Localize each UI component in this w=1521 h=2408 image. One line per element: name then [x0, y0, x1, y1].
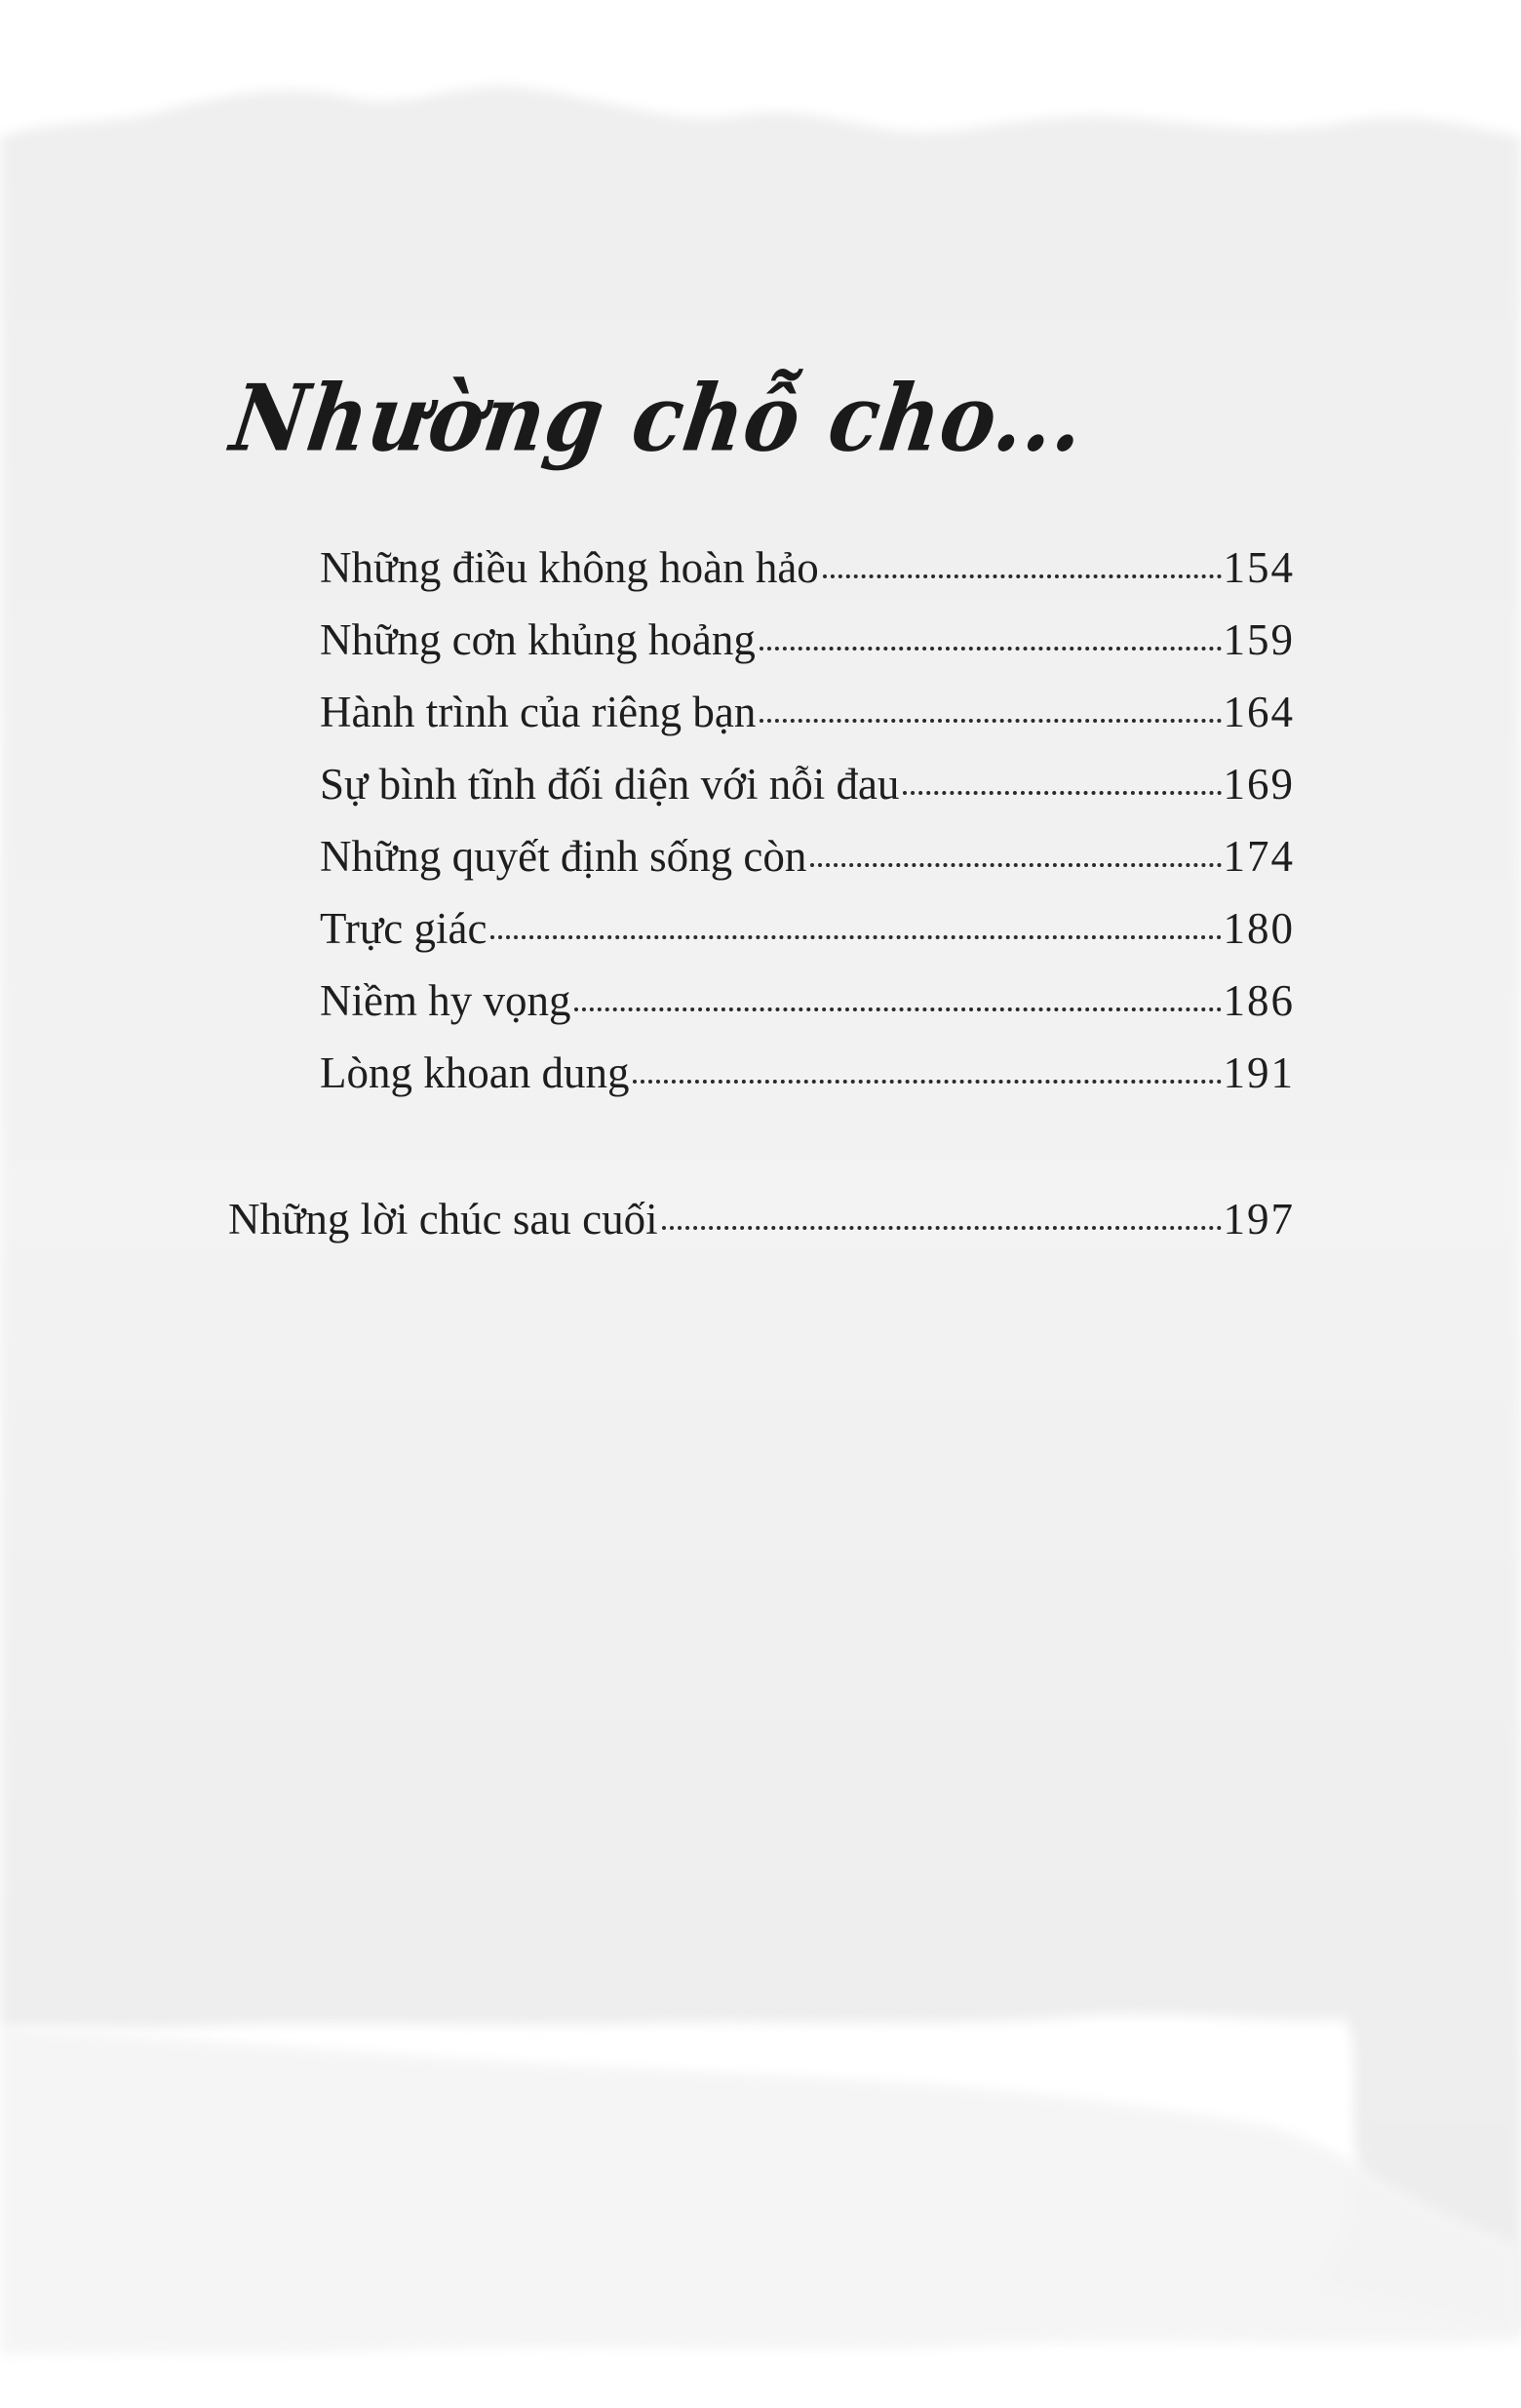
toc-entry-page-number: 174 [1223, 832, 1295, 881]
toc-entry[interactable] [320, 685, 1295, 739]
toc-entry-title: Những điều không hoàn hảo [320, 543, 819, 592]
dot-leader [760, 647, 1222, 651]
toc-entry-page-number: 159 [1223, 615, 1295, 664]
dot-leader [760, 719, 1221, 723]
toc-entry[interactable] [320, 829, 1295, 884]
toc-entry-page-number: 154 [1223, 543, 1295, 592]
toc-entry-page-number: 164 [1223, 688, 1295, 736]
dot-leader [490, 935, 1221, 939]
toc-entry-title: Những lời chúc sau cuối [228, 1195, 658, 1243]
toc-entry-page-number: 169 [1223, 760, 1295, 809]
toc-entry-title: Hành trình của riêng bạn [320, 688, 757, 736]
dot-leader [823, 574, 1222, 578]
dot-leader [903, 791, 1221, 795]
toc-entry[interactable] [320, 1046, 1295, 1100]
toc-entry-page-number: 191 [1223, 1048, 1295, 1097]
toc-entry-title: Trực giác [320, 904, 488, 953]
toc-entry[interactable] [320, 757, 1295, 811]
toc-entry-title: Lòng khoan dung [320, 1048, 630, 1097]
toc-entry-page-number: 180 [1223, 904, 1295, 953]
toc-entry-title: Niềm hy vọng [320, 976, 571, 1025]
dot-leader [574, 1007, 1221, 1011]
toc-entry-page-number: 186 [1223, 976, 1295, 1025]
toc-entry-title: Những cơn khủng hoảng [320, 615, 756, 664]
dot-leader [633, 1080, 1221, 1084]
dot-leader [810, 863, 1221, 867]
toc-entry-title: Sự bình tĩnh đối diện với nỗi đau [320, 760, 900, 809]
toc-entry[interactable] [320, 973, 1295, 1028]
toc-entry[interactable] [320, 540, 1295, 595]
dot-leader [662, 1226, 1222, 1230]
toc-entry-epilogue[interactable] [228, 1192, 1295, 1246]
toc-entry-page-number: 197 [1223, 1195, 1295, 1243]
toc-entry-title: Những quyết định sống còn [320, 832, 807, 881]
section-title: Nhường chỗ cho... [224, 363, 1092, 472]
toc-entry[interactable] [320, 901, 1295, 956]
toc-entry[interactable] [320, 612, 1295, 667]
